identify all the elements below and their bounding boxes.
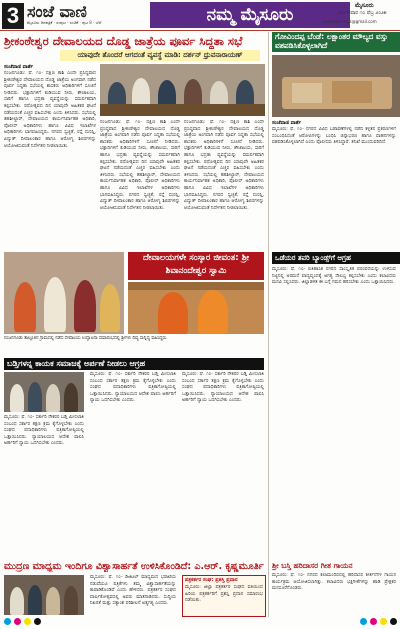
print-registration-marks [0, 617, 400, 627]
lead-photo [100, 64, 265, 116]
bottom-body: ಮೈಸೂರು: ಫೆ. ೧೦- ಡಿಜಿಟಲ್ ಮಾಧ್ಯಮದ ಭರಾಟೆಯ ನಡುವೆಯೂ ಪತ್ರಿಕೆಗಳು ತಮ್ಮ ವಿಶ್ವಾಸಾರ್ಹತೆಯನ್ನು ಕಾಪಾಡಿಕೊಂಡಿವೆ ಎಂದು ಹೇಳಿದರು. ಪತ್ರಕರ್ತರ ಸಂಘದ ವಾರ್ಷಿಕೋತ್ಸವದಲ್ಲಿ ಅವರು ಮಾತನಾಡಿದರು. ಸುದ್ದಿಯ ನಿಖರತೆ ಮತ್ತು ಸತ್ಯಾಂಶ ಪರಿಶೀಲನೆ ಅತ್ಯಗತ್ಯ ಎಂದರು. [90, 575, 176, 607]
temple-caption: ನಂಜನಗೂಡು ತಾಲ್ಲೂಕಿನ ಗ್ರಾಮದಲ್ಲಿ ನಡೆದ ದೇವಾಲಯ ಉದ್ಘಾಟನಾ ಸಮಾರಂಭದಲ್ಲಿ ಶ್ರೀಗಳು ದಿವ್ಯ ಸಾನ್ನಿಧ್ಯ ವಹಿಸಿದ್ದರು. [4, 336, 168, 341]
temple-headline: ದೇವಾಲಯಗಳೇ ಸಂಸ್ಕಾರ ಜೀವಂತ: ಶ್ರೀ ಶಿವಾನಂದೇಶ್ವರ ಸ್ವಾಮಿ [128, 252, 264, 280]
bottom-photo [4, 575, 84, 615]
page-number: 3 [2, 3, 24, 29]
lead-body-col3: ನಂಜನಗೂಡು: ಫೆ. ೧೦- ದಕ್ಷಿಣ ಕಾಶಿ ಎಂದೇ ಪ್ರಸಿದ್ಧವಾದ ಶ್ರೀಕಂಠೇಶ್ವರ ದೇವಾಲಯದ ದೊಡ್ಡ ಜಾತ್ರೆಯ ಅಂಗವಾಗಿ ನಡೆದ ಪೂರ್ವ ಸಿದ್ಧತಾ ಸಭೆಯಲ್ಲಿ ಶಾಸಕರು ಅಧಿಕಾರಿಗಳಿಗೆ ಸೂಚನೆ ನೀಡಿದರು. ಭಕ್ತಾದಿಗಳಿಗೆ ಕುಡಿಯುವ ನೀರು, ಶೌಚಾಲಯ, ಸಾರಿಗೆ ಹಾಗೂ ಭದ್ರತಾ ವ್ಯವಸ್ಥೆಯನ್ನು ಸಮರ್ಪಕವಾಗಿ ಕಲ್ಪಿಸಬೇಕು. ರಥೋತ್ಸವದ ದಿನ ಯಾವುದೇ ಅಹಿತಕರ ಘಟನೆ ನಡೆಯದಂತೆ ಎಚ್ಚರ ವಹಿಸಬೇಕು ಎಂದು ತಿಳಿಸಿದರು. ಸಭೆಯಲ್ಲಿ ತಹಶೀಲ್ದಾರ್, ದೇವಾಲಯದ ಕಾರ್ಯನಿರ್ವಾಹಕ ಅಧಿಕಾರಿ, ಪೊಲೀಸ್ ಅಧಿಕಾರಿಗಳು ಹಾಗೂ ವಿವಿಧ ಇಲಾಖೆಗಳ ಅಧಿಕಾರಿಗಳು ಭಾಗವಹಿಸಿದ್ದರು. ನಗರದ ಸ್ವಚ್ಛತೆ, ರಸ್ತೆ ದುರಸ್ತಿ, ವಿದ್ಯುತ್ ದೀಪಾಲಂಕಾರ ಹಾಗೂ ಆರೋಗ್ಯ ಶಿಬಿರಗಳನ್ನು ಆಯೋಜಿಸುವಂತೆ ನಿರ್ದೇಶನ ನೀಡಲಾಯಿತು. [184, 120, 264, 211]
story-b-photo [4, 372, 84, 412]
lead-body-col1: ನಂಜನಗೂಡು: ಫೆ. ೧೦- ದಕ್ಷಿಣ ಕಾಶಿ ಎಂದೇ ಪ್ರಸಿದ್ಧವಾದ ಶ್ರೀಕಂಠೇಶ್ವರ ದೇವಾಲಯದ ದೊಡ್ಡ ಜಾತ್ರೆಯ ಅಂಗವಾಗಿ ನಡೆದ ಪೂರ್ವ ಸಿದ್ಧತಾ ಸಭೆಯಲ್ಲಿ ಶಾಸಕರು ಅಧಿಕಾರಿಗಳಿಗೆ ಸೂಚನೆ ನೀಡಿದರು. ಭಕ್ತಾದಿಗಳಿಗೆ ಕುಡಿಯುವ ನೀರು, ಶೌಚಾಲಯ, ಸಾರಿಗೆ ಹಾಗೂ ಭದ್ರತಾ ವ್ಯವಸ್ಥೆಯನ್ನು ಸಮರ್ಪಕವಾಗಿ ಕಲ್ಪಿಸಬೇಕು. ರಥೋತ್ಸವದ ದಿನ ಯಾವುದೇ ಅಹಿತಕರ ಘಟನೆ ನಡೆಯದಂತೆ ಎಚ್ಚರ ವಹಿಸಬೇಕು ಎಂದು ತಿಳಿಸಿದರು. ಸಭೆಯಲ್ಲಿ ತಹಶೀಲ್ದಾರ್, ದೇವಾಲಯದ ಕಾರ್ಯನಿರ್ವಾಹಕ ಅಧಿಕಾರಿ, ಪೊಲೀಸ್ ಅಧಿಕಾರಿಗಳು ಹಾಗೂ ವಿವಿಧ ಇಲಾಖೆಗಳ ಅಧಿಕಾರಿಗಳು ಭಾಗವಹಿಸಿದ್ದರು. ನಗರದ ಸ್ವಚ್ಛತೆ, ರಸ್ತೆ ದುರಸ್ತಿ, ವಿದ್ಯುತ್ ದೀಪಾಲಂಕಾರ ಹಾಗೂ ಆರೋಗ್ಯ ಶಿಬಿರಗಳನ್ನು ಆಯೋಜಿಸುವಂತೆ ನಿರ್ದೇಶನ ನೀಡಲಾಯಿತು. [4, 71, 96, 149]
lead-subhead: ಯಾವುದೇ ತೊಂದರೆ ಆಗದಂತೆ ವ್ಯವಸ್ಥೆ ಮಾಡಿ: ದರ್ಶನ್ ಧ್ರುವನಾರಾಯಣ್ [60, 50, 260, 61]
right-top-photo [272, 55, 400, 117]
story-b-body-col3: ಮೈಸೂರು: ಫೆ. ೧೦- ಸರ್ಕಾರಿ ನೌಕರರ ಬಡ್ತಿ ಮೀಸಲಾತಿ ಸಂಬಂಧ ಸರ್ಕಾರ ತಕ್ಷಣ ಕ್ರಮ ಕೈಗೊಳ್ಳಬೇಕು ಎಂದು ಸಂಘದ ಪದಾಧಿಕಾರಿಗಳು ಪತ್ರಿಕಾಗೋಷ್ಠಿಯಲ್ಲಿ ಒತ್ತಾಯಿಸಿದರು. ನ್ಯಾಯಾಲಯದ ಆದೇಶ ಪಾಲಿಸಿ ಅರ್ಹರಿಗೆ ನ್ಯಾಯ ಒದಗಿಸಬೇಕು ಎಂದರು. [182, 372, 264, 404]
masthead-rule [0, 30, 400, 31]
section-title: ನಮ್ಮ ಮೈಸೂರು [150, 2, 350, 28]
right-top-headline: ಗೋವಿಂದಪ್ಪ ಬೆಂಡೆ: ಲಕ್ಷಾಂತರ ಮೌಲ್ಯದ ವಸ್ತು ವಶಪಡಿಸಿಕೊಳ್ಳಲಾಗಿದೆ [272, 32, 400, 52]
edition-city: ಮೈಸೂರು [355, 2, 374, 9]
issue-date: ಮಂಗಳವಾರ ೧೦ ಫೆಬ್ರ ೨೦೨೫ [338, 10, 387, 16]
story-b-body-col1: ಮೈಸೂರು: ಫೆ. ೧೦- ಸರ್ಕಾರಿ ನೌಕರರ ಬಡ್ತಿ ಮೀಸಲಾತಿ ಸಂಬಂಧ ಸರ್ಕಾರ ತಕ್ಷಣ ಕ್ರಮ ಕೈಗೊಳ್ಳಬೇಕು ಎಂದು ಸಂಘದ ಪದಾಧಿಕಾರಿಗಳು ಪತ್ರಿಕಾಗೋಷ್ಠಿಯಲ್ಲಿ ಒತ್ತಾಯಿಸಿದರು. ನ್ಯಾಯಾಲಯದ ಆದೇಶ ಪಾಲಿಸಿ ಅರ್ಹರಿಗೆ ನ್ಯಾಯ ಒದಗಿಸಬೇಕು ಎಂದರು. [4, 415, 84, 447]
bottom-headline: ಮುದ್ರಣ ಮಾಧ್ಯಮ ಇಂದಿಗೂ ವಿಶ್ವಾಸಾರ್ಹತೆ ಉಳಿಸಿಕೊಂಡಿದೆ: ಎ.ಆರ್. ಕೃಷ್ಣಮೂರ್ತಿ [4, 561, 264, 572]
story-b-body-col2: ಮೈಸೂರು: ಫೆ. ೧೦- ಸರ್ಕಾರಿ ನೌಕರರ ಬಡ್ತಿ ಮೀಸಲಾತಿ ಸಂಬಂಧ ಸರ್ಕಾರ ತಕ್ಷಣ ಕ್ರಮ ಕೈಗೊಳ್ಳಬೇಕು ಎಂದು ಸಂಘದ ಪದಾಧಿಕಾರಿಗಳು ಪತ್ರಿಕಾಗೋಷ್ಠಿಯಲ್ಲಿ ಒತ್ತಾಯಿಸಿದರು. ನ್ಯಾಯಾಲಯದ ಆದೇಶ ಪಾಲಿಸಿ ಅರ್ಹರಿಗೆ ನ್ಯಾಯ ಒದಗಿಸಬೇಕು ಎಂದರು. [90, 372, 176, 404]
right-top-body: ಮೈಸೂರು: ಫೆ. ೧೦- ನಗರದ ವಿವಿಧ ಬಡಾವಣೆಗಳಲ್ಲಿ ನಡೆದ ಕಳ್ಳತನ ಪ್ರಕರಣಗಳಿಗೆ ಸಂಬಂಧಿಸಿದಂತೆ ಆರೋಪಿಗಳನ್ನು ಬಂಧಿಸಿ ಚಿನ್ನಾಭರಣ ಹಾಗೂ ವಾಹನಗಳನ್ನು ವಶಪಡಿಸಿಕೊಳ್ಳಲಾಗಿದೆ ಎಂದು ಪೊಲೀಸರು ತಿಳಿಸಿದ್ದಾರೆ. ತನಿಖೆ ಮುಂದುವರಿದಿದೆ. [272, 127, 396, 146]
bottom-right-body: ಮೈಸೂರು: ಫೆ. ೧೦- ನಗರದ ಕಲಾಮಂದಿರದಲ್ಲಿ ಹರಿದಾಸರ ಕೀರ್ತನೆಗಳ ಗಾಯನ ಕಾರ್ಯಕ್ರಮ ಆಯೋಜಿಸಲಾಗಿತ್ತು. ಕಲಾವಿದರು ಭಕ್ತಿಗೀತೆಗಳನ್ನು ಹಾಡಿ ಪ್ರೇಕ್ಷಕರ ಮನಸೂರೆಗೊಂಡರು. [272, 573, 396, 592]
contact-email: sanjevani.mys@gmail.com [323, 19, 377, 24]
temple-photo-right [128, 282, 264, 334]
story-b-headline: ಬಡ್ತಿಗಳನ್ನ ಕಾಯಕ ಸಮಾಜಕ್ಕೆ ಅರ್ಪಣೆ ನೀಡಲು ಆಗ್ರಹ [4, 358, 264, 370]
column-divider [268, 32, 269, 617]
temple-photo-left [4, 252, 124, 334]
story-c-headline: ಒಡೆಯರ ತವರಿ ಬ್ಯಾಂಡ್ಸ್‌ಗೆ ಆಗ್ರಹ [272, 252, 400, 264]
story-c-body: ಮೈಸೂರು: ಫೆ. ೧೦- ಐತಿಹಾಸಿಕ ನಗರದ ಸಾಂಸ್ಕೃತಿಕ ಪರಂಪರೆಯನ್ನು ಉಳಿಸುವ ನಿಟ್ಟಿನಲ್ಲಿ ಅರಮನೆ ವಾದ್ಯವೃಂದಕ್ಕೆ ಅಗತ್ಯ ಸೌಲಭ್ಯ ಕಲ್ಪಿಸಬೇಕು ಎಂದು ಕಲಾವಿದರು ಮನವಿ ಸಲ್ಲಿಸಿದರು. ಜಿಲ್ಲಾಡಳಿತ ಈ ಬಗ್ಗೆ ಗಮನ ಹರಿಸಬೇಕು ಎಂದು ಒತ್ತಾಯಿಸಿದರು. [272, 267, 396, 286]
lead-body-col2: ನಂಜನಗೂಡು: ಫೆ. ೧೦- ದಕ್ಷಿಣ ಕಾಶಿ ಎಂದೇ ಪ್ರಸಿದ್ಧವಾದ ಶ್ರೀಕಂಠೇಶ್ವರ ದೇವಾಲಯದ ದೊಡ್ಡ ಜಾತ್ರೆಯ ಅಂಗವಾಗಿ ನಡೆದ ಪೂರ್ವ ಸಿದ್ಧತಾ ಸಭೆಯಲ್ಲಿ ಶಾಸಕರು ಅಧಿಕಾರಿಗಳಿಗೆ ಸೂಚನೆ ನೀಡಿದರು. ಭಕ್ತಾದಿಗಳಿಗೆ ಕುಡಿಯುವ ನೀರು, ಶೌಚಾಲಯ, ಸಾರಿಗೆ ಹಾಗೂ ಭದ್ರತಾ ವ್ಯವಸ್ಥೆಯನ್ನು ಸಮರ್ಪಕವಾಗಿ ಕಲ್ಪಿಸಬೇಕು. ರಥೋತ್ಸವದ ದಿನ ಯಾವುದೇ ಅಹಿತಕರ ಘಟನೆ ನಡೆಯದಂತೆ ಎಚ್ಚರ ವಹಿಸಬೇಕು ಎಂದು ತಿಳಿಸಿದರು. ಸಭೆಯಲ್ಲಿ ತಹಶೀಲ್ದಾರ್, ದೇವಾಲಯದ ಕಾರ್ಯನಿರ್ವಾಹಕ ಅಧಿಕಾರಿ, ಪೊಲೀಸ್ ಅಧಿಕಾರಿಗಳು ಹಾಗೂ ವಿವಿಧ ಇಲಾಖೆಗಳ ಅಧಿಕಾರಿಗಳು ಭಾಗವಹಿಸಿದ್ದರು. ನಗರದ ಸ್ವಚ್ಛತೆ, ರಸ್ತೆ ದುರಸ್ತಿ, ವಿದ್ಯುತ್ ದೀಪಾಲಂಕಾರ ಹಾಗೂ ಆರೋಗ್ಯ ಶಿಬಿರಗಳನ್ನು ಆಯೋಜಿಸುವಂತೆ ನಿರ್ದೇಶನ ನೀಡಲಾಯಿತು. [100, 120, 180, 211]
notice-headline: ಪತ್ರಕರ್ತರ ಸಂಘ: ಪ್ರಶಸ್ತಿ ಪ್ರದಾನ [185, 577, 238, 583]
newspaper-logo: ಸಂಜೆ ವಾಣಿ [27, 2, 87, 21]
notice-body: ಮೈಸೂರು: ಜಿಲ್ಲಾ ಪತ್ರಕರ್ತರ ಸಂಘದ ವತಿಯಿಂದ ಹಿರಿಯ ಪತ್ರಕರ್ತರಿಗೆ ಪ್ರಶಸ್ತಿ ಪ್ರದಾನ ಸಮಾರಂಭ ನಡೆಯಿತು. [185, 585, 263, 604]
lead-byline: ಸಂಜೆವಾಣಿ ವಾರ್ತೆ [4, 64, 34, 70]
lead-headline: ಶ್ರೀಕಂಠೇಶ್ವರ ದೇವಾಲಯದ ದೊಡ್ಡ ಜಾತ್ರೆಯ ಪೂರ್ವ ಸಿದ್ಧತಾ ಸಭೆ [4, 34, 243, 48]
bottom-right-headline: ಶ್ರೀ ಬಸ್ತಿ ಹರಿದಾಸರ ಗೀತ ಗಾಯನ [272, 561, 353, 570]
notice-box [182, 575, 266, 617]
right-top-byline: ಸಂಜೆವಾಣಿ ವಾರ್ತೆ [272, 120, 302, 126]
masthead-subline: ಮೈಸೂರು ದಿನಪತ್ರಿಕೆ · ಸಂಪುಟ · ಸಂಚಿಕೆ · ಪುಟ 8 · ಬೆಲೆ [27, 20, 102, 25]
